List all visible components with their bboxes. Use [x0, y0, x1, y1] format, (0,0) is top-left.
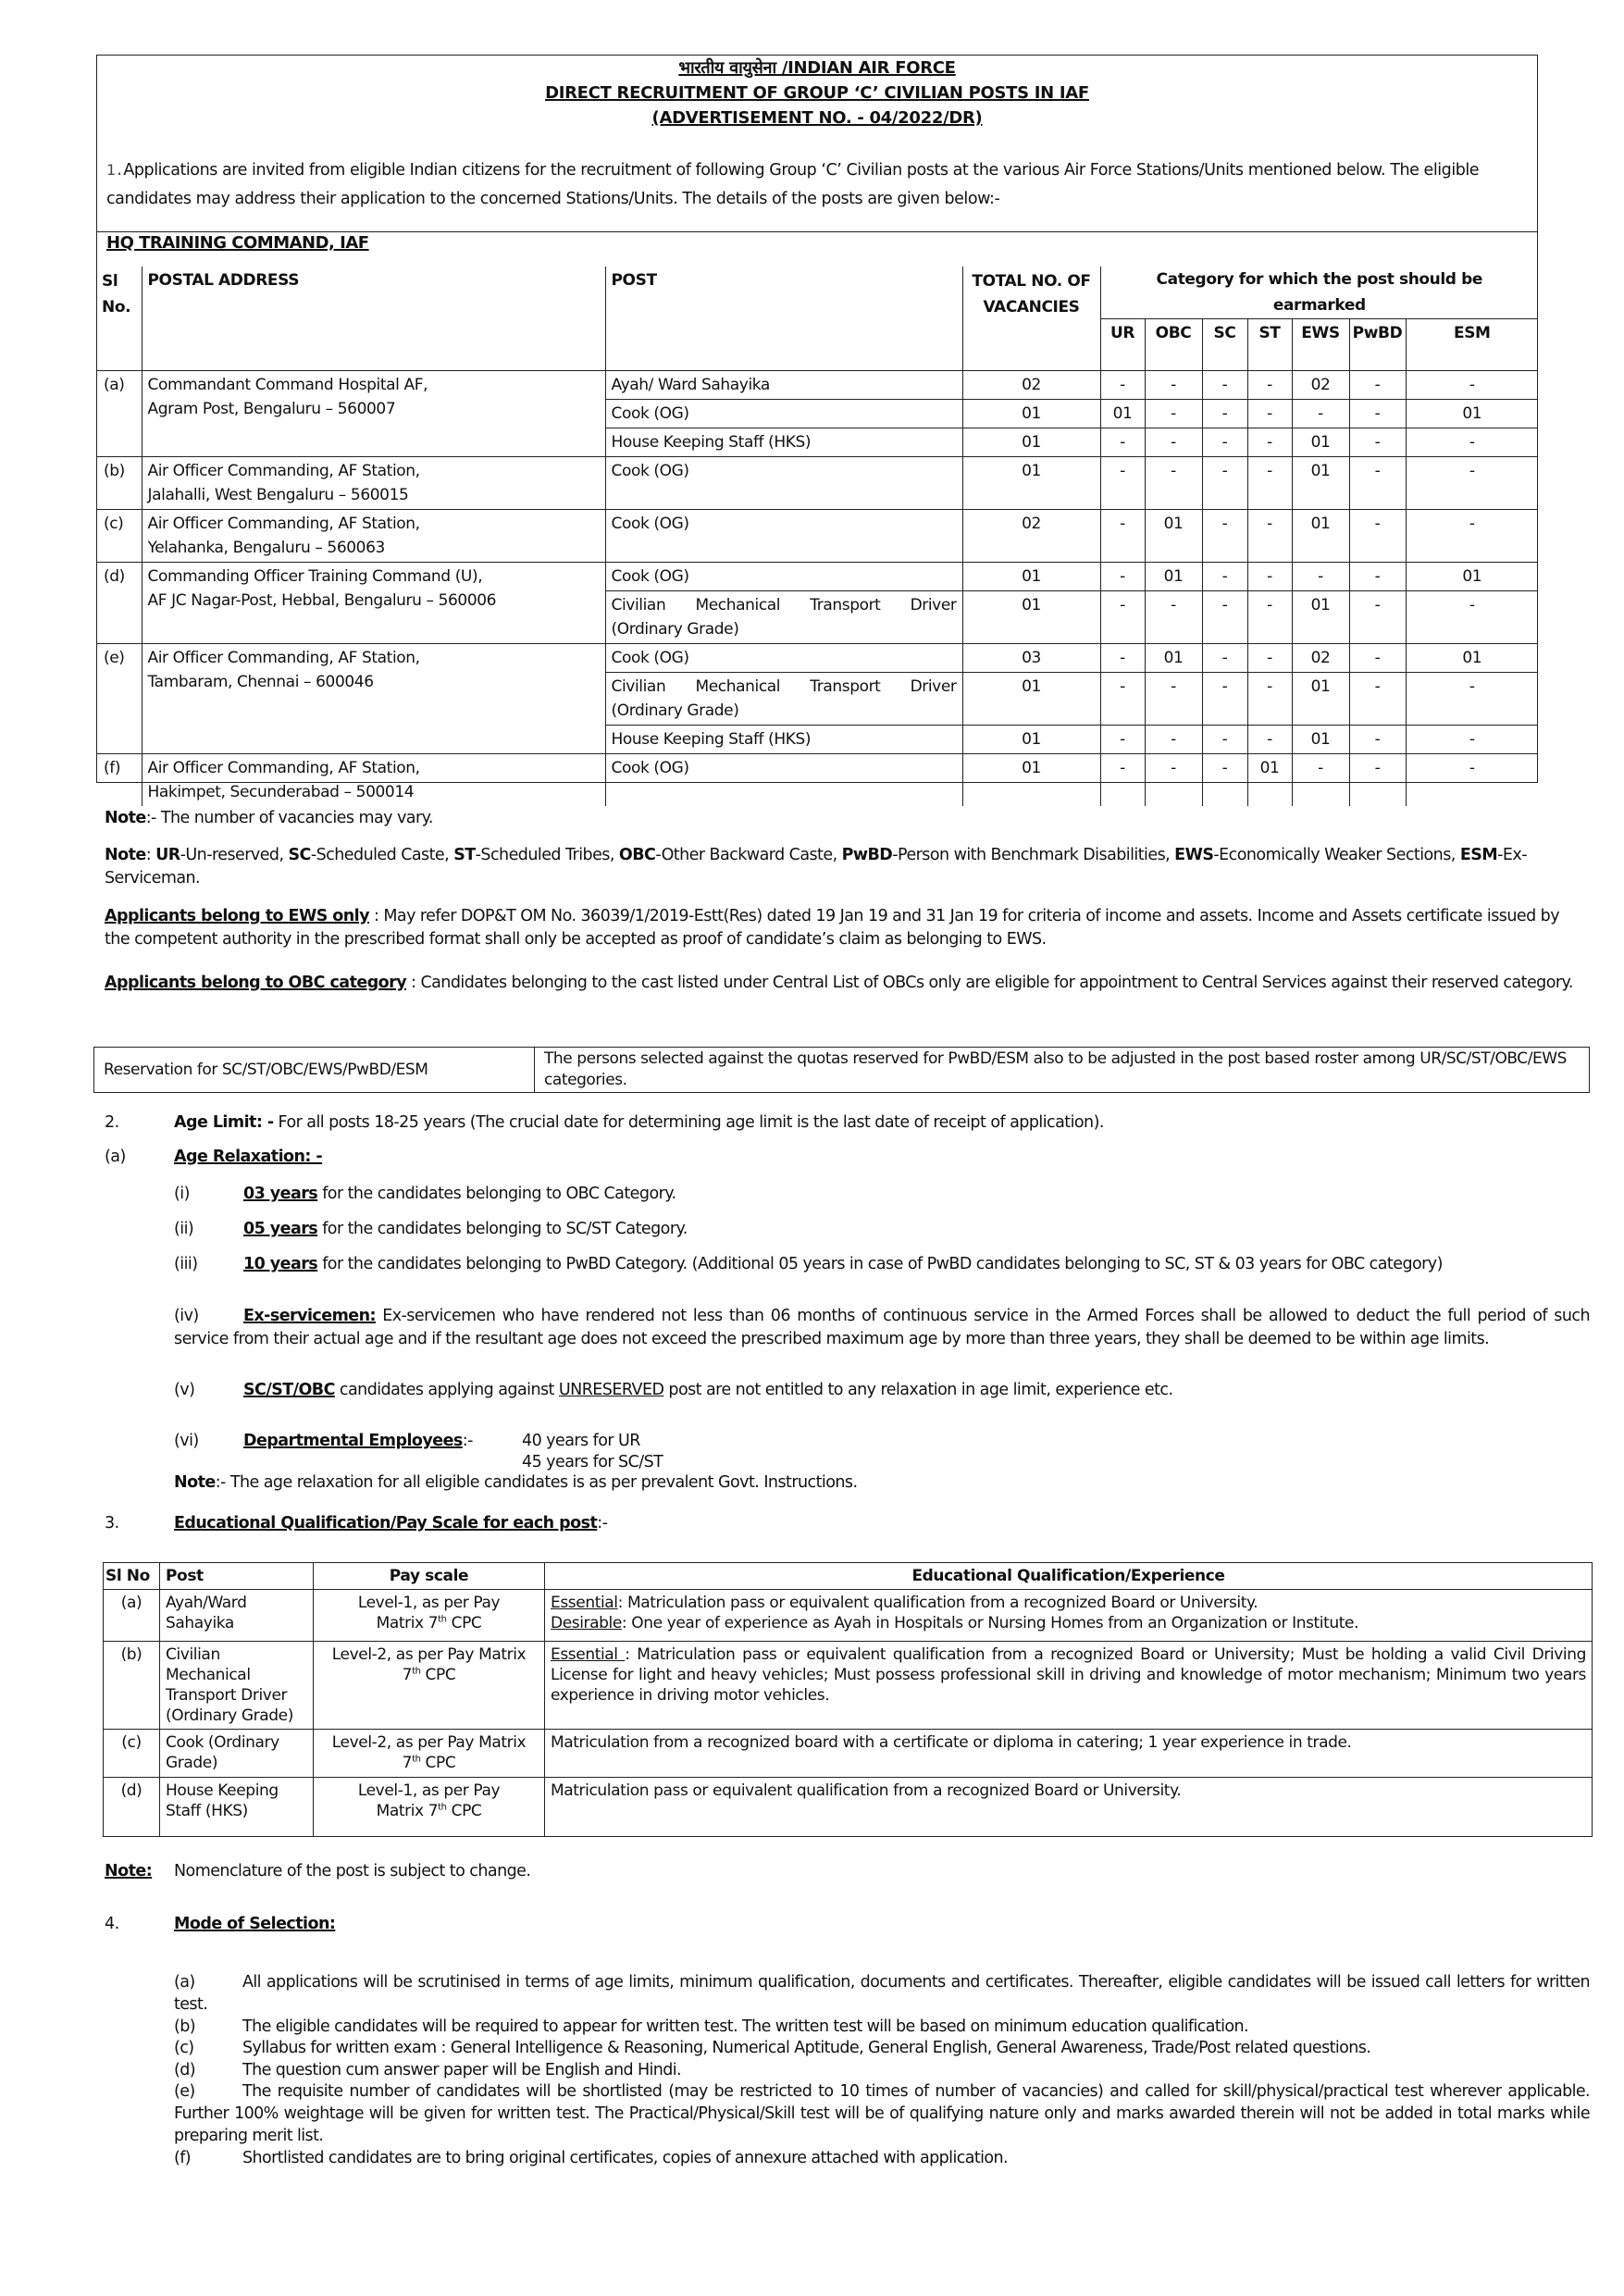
qual-sl-no: (c) — [104, 1730, 160, 1778]
item-text: All applications will be scrutinised in terms of age limits, minimum qualification, documents and certificates. Thereafter, eligible candidates will be issued call letters for written test. — [174, 1973, 1590, 2014]
age-relaxation-item — [174, 1253, 1590, 1276]
item-emphasis: 10 years — [243, 1255, 318, 1273]
category-ews-count: 01 — [1292, 510, 1349, 563]
address-line: Commandant Command Hospital AF, — [147, 376, 428, 394]
qual-pay-scale — [314, 1730, 545, 1778]
pay-cpc: CPC — [420, 1666, 456, 1684]
total-vacancies: 01 — [962, 673, 1100, 726]
pay-matrix: Matrix 7 — [376, 1614, 439, 1632]
category-pwbd-count: - — [1349, 457, 1406, 510]
item-emphasis: Ex-servicemen: — [243, 1307, 376, 1325]
item-number: (ii) — [174, 1220, 194, 1238]
age-relaxation-item — [174, 1379, 1590, 1402]
category-esm-count: - — [1406, 510, 1538, 563]
unit-sl-no: (b) — [96, 457, 142, 510]
category-ur-count: - — [1100, 510, 1145, 563]
item-number: (i) — [174, 1185, 190, 1203]
category-esm-count: - — [1406, 591, 1538, 644]
address-line: Air Officer Commanding, AF Station, — [147, 759, 420, 777]
category-obc-count: 01 — [1145, 644, 1202, 673]
category-st-count: - — [1247, 644, 1292, 673]
post-name: Ayah/ Ward Sahayika — [605, 371, 962, 400]
qual-pay-scale — [314, 1778, 545, 1837]
abbreviation: ESM — [1459, 846, 1498, 864]
category-st-count: 01 — [1247, 754, 1292, 807]
category-ur-count: - — [1100, 644, 1145, 673]
category-sc-count: - — [1202, 644, 1247, 673]
total-vacancies: 01 — [962, 563, 1100, 591]
category-obc-count: 01 — [1145, 510, 1202, 563]
qual-post: Cook (Ordinary Grade) — [160, 1730, 314, 1778]
item-text: Syllabus for written exam : General Intelligence & Reasoning, Numerical Aptitude, General English, General Awareness, Trade/Post related questions. — [242, 2039, 1371, 2057]
category-ur-count: - — [1100, 563, 1145, 591]
total-vacancies: 02 — [962, 371, 1100, 400]
item-text: post are not entitled to any relaxation in age limit, experience etc. — [663, 1381, 1173, 1399]
category-obc-count: - — [1145, 591, 1202, 644]
item-text: Shortlisted candidates are to bring original certificates, copies of annexure attached with application. — [242, 2149, 1008, 2167]
item-number: (c) — [174, 2039, 194, 2057]
category-esm-count: - — [1406, 673, 1538, 726]
post-name: Civilian Mechanical Transport Driver (Ordinary Grade) — [605, 673, 962, 726]
category-pwbd-count: - — [1349, 673, 1406, 726]
category-ews-count: 01 — [1292, 726, 1349, 754]
category-sc-count: - — [1202, 428, 1247, 457]
category-ews-count: 02 — [1292, 371, 1349, 400]
essential-text: : Matriculation pass or equivalent qualification from a recognized Board or University. — [617, 1594, 1258, 1612]
col-header-esm: ESM — [1406, 319, 1538, 371]
vacancy-row — [96, 563, 1538, 591]
qual-pay-scale — [314, 1590, 545, 1642]
item-text: The question cum answer paper will be English and Hindi. — [242, 2061, 682, 2079]
address-line: Air Officer Commanding, AF Station, — [147, 462, 420, 480]
total-vacancies: 01 — [962, 726, 1100, 754]
abbreviation: SC — [288, 846, 311, 864]
category-st-count: - — [1247, 428, 1292, 457]
category-st-count: - — [1247, 591, 1292, 644]
qualification-note-text: Nomenclature of the post is subject to change. — [174, 1862, 531, 1880]
abbreviation-meaning: -Economically Weaker Sections, — [1213, 846, 1460, 864]
address-line: Yelahanka, Bengaluru – 560063 — [147, 539, 385, 557]
abbreviation: ST — [453, 846, 476, 864]
category-pwbd-count: - — [1349, 591, 1406, 644]
qual-sl-no: (b) — [104, 1642, 160, 1730]
unit-postal-address — [142, 754, 605, 807]
category-sc-count: - — [1202, 726, 1247, 754]
category-sc-count: - — [1202, 754, 1247, 807]
section-age-number: 2. — [105, 1113, 119, 1132]
category-ur-count: - — [1100, 673, 1145, 726]
category-ur-count: - — [1100, 457, 1145, 510]
unit-postal-address — [142, 510, 605, 563]
intro-number: 1 — [106, 161, 116, 179]
col-header-sc: SC — [1202, 319, 1247, 371]
address-line: Commanding Officer Training Command (U), — [147, 567, 483, 586]
essential-text: : Matriculation pass or equivalent qualification from a recognized Board or University; Must be holding a valid Civil Driving License for light and heavy vehicles; Must possess professional skill in driving and knowledge of motor mechanism; Minimum two years experience in driving motor vehicles. — [551, 1645, 1586, 1705]
category-ur-count: - — [1100, 726, 1145, 754]
abbreviation: EWS — [1174, 846, 1214, 864]
category-st-count: - — [1247, 673, 1292, 726]
note-obc: Applicants belong to OBC category : Candidates belonging to the cast listed under Central List of OBCs only are eligible for appointment to Central Services against their reserved category. — [105, 974, 1573, 992]
section-qualification-heading: Educational Qualification/Pay Scale for each post:- — [174, 1514, 608, 1533]
category-pwbd-count: - — [1349, 428, 1406, 457]
qual-header-post: Post — [160, 1563, 314, 1590]
qual-header-edu: Educational Qualification/Experience — [545, 1563, 1593, 1590]
category-obc-count: 01 — [1145, 563, 1202, 591]
item-number: (v) — [174, 1381, 195, 1399]
qual-education — [545, 1590, 1593, 1642]
command-title: HQ TRAINING COMMAND, IAF — [106, 233, 369, 253]
section-age-limit: Age Limit: - For all posts 18-25 years (The crucial date for determining age limit is the last date of receipt of application). — [174, 1113, 1104, 1132]
category-ur-count: 01 — [1100, 400, 1145, 428]
advertisement-frame — [96, 55, 1538, 801]
abbreviation: PwBD — [841, 846, 893, 864]
category-sc-count: - — [1202, 591, 1247, 644]
category-obc-count: - — [1145, 754, 1202, 807]
col-header-ur: UR — [1100, 319, 1145, 371]
essential-text: Matriculation pass or equivalent qualification from a recognized Board or University. — [551, 1781, 1182, 1800]
pay-level: Level-2, as per Pay Matrix — [331, 1645, 527, 1664]
address-line: Tambaram, Chennai – 600046 — [147, 673, 374, 691]
item-text: for the candidates belonging to OBC Category. — [317, 1185, 676, 1203]
category-ews-count: - — [1292, 400, 1349, 428]
category-st-count: - — [1247, 371, 1292, 400]
unit-sl-no: (f) — [96, 754, 142, 807]
category-ews-count: 02 — [1292, 644, 1349, 673]
qual-post: Civilian Mechanical Transport Driver (Ordinary Grade) — [160, 1642, 314, 1730]
item-number: (b) — [174, 2017, 195, 2036]
qualification-note: Note: — [105, 1862, 153, 1880]
item-emphasis: SC/ST/OBC — [243, 1381, 335, 1399]
post-name: Civilian Mechanical Transport Driver (Ordinary Grade) — [605, 591, 962, 644]
category-obc-count: - — [1145, 428, 1202, 457]
total-vacancies: 01 — [962, 591, 1100, 644]
abbreviation: UR — [155, 846, 180, 864]
pay-ordinal: th — [438, 1802, 447, 1813]
post-name: House Keeping Staff (HKS) — [605, 428, 962, 457]
reservation-table — [93, 1047, 1590, 1093]
age-relaxation-item — [174, 1305, 1590, 1351]
pay-matrix: 7 — [402, 1666, 413, 1684]
col-header-ews: EWS — [1292, 319, 1349, 371]
item-number: (e) — [174, 2082, 195, 2101]
essential-text: Matriculation from a recognized board with a certificate or diploma in catering; 1 year experience in trade. — [551, 1733, 1352, 1752]
section-qualification-number: 3. — [105, 1514, 119, 1533]
category-pwbd-count: - — [1349, 644, 1406, 673]
category-st-count: - — [1247, 726, 1292, 754]
qualification-table — [103, 1562, 1593, 1837]
essential-label: Essential — [551, 1594, 618, 1612]
reservation-label: Reservation for SC/ST/OBC/EWS/PwBD/ESM — [94, 1048, 535, 1093]
item-emphasis: 03 years — [243, 1185, 318, 1203]
col-header-st: ST — [1247, 319, 1292, 371]
category-ews-count: 01 — [1292, 591, 1349, 644]
total-vacancies: 01 — [962, 428, 1100, 457]
selection-item — [174, 2147, 1590, 2169]
category-obc-count: - — [1145, 726, 1202, 754]
category-pwbd-count: - — [1349, 371, 1406, 400]
selection-item — [174, 2080, 1590, 2147]
vacancy-row — [96, 371, 1538, 400]
essential-label: Essential — [551, 1645, 626, 1664]
item-text: for the candidates belonging to PwBD Category. (Additional 05 years in case of PwBD candidates belonging to SC, ST & 03 years for OBC category) — [317, 1255, 1443, 1273]
pay-ordinal: th — [412, 1666, 421, 1677]
item-number: (a) — [174, 1973, 195, 1992]
category-sc-count: - — [1202, 510, 1247, 563]
category-sc-count: - — [1202, 563, 1247, 591]
pay-level: Level-1, as per Pay — [357, 1781, 501, 1800]
col-header-total-vacancies: TOTAL NO. OF VACANCIES — [962, 267, 1100, 371]
abbreviation-meaning: -Other Backward Caste, — [655, 846, 842, 864]
category-esm-count: - — [1406, 754, 1538, 807]
qual-sl-no: (a) — [104, 1590, 160, 1642]
category-pwbd-count: - — [1349, 726, 1406, 754]
pay-ordinal: th — [412, 1754, 421, 1765]
col-header-category-group: Category for which the post should be earmarked — [1100, 267, 1538, 319]
pay-cpc: CPC — [446, 1614, 482, 1632]
item-number: (iii) — [174, 1255, 198, 1273]
unit-sl-no: (c) — [96, 510, 142, 563]
total-vacancies: 01 — [962, 400, 1100, 428]
pay-level: Level-2, as per Pay Matrix — [331, 1733, 527, 1752]
item-text: for the candidates belonging to SC/ST Category. — [317, 1220, 688, 1238]
item-text: Ex-servicemen who have rendered not less than 06 months of continuous service in the Armed Forces shall be allowed to deduct the full period of such service from their actual age and if the resultant age does not exceed the prescribed maximum age by more than three years, they shall be deemed to be within age limits. — [174, 1307, 1590, 1348]
unit-postal-address — [142, 644, 605, 754]
pay-matrix: Matrix 7 — [376, 1802, 439, 1820]
category-ur-count: - — [1100, 371, 1145, 400]
vacancy-row — [96, 754, 1538, 807]
post-name: House Keeping Staff (HKS) — [605, 726, 962, 754]
qual-post: House Keeping Staff (HKS) — [160, 1778, 314, 1837]
category-ews-count: - — [1292, 754, 1349, 807]
title-recruitment: DIRECT RECRUITMENT OF GROUP ‘C’ CIVILIAN POSTS IN IAF — [545, 83, 1089, 103]
category-obc-count: - — [1145, 457, 1202, 510]
qual-header-sl: Sl No — [104, 1563, 160, 1590]
vacancy-table — [96, 267, 1538, 806]
vacancy-row — [96, 644, 1538, 673]
post-name: Cook (OG) — [605, 563, 962, 591]
category-ur-count: - — [1100, 754, 1145, 807]
address-line: Hakimpet, Secunderabad – 500014 — [147, 783, 415, 801]
category-pwbd-count: - — [1349, 510, 1406, 563]
qual-education — [545, 1730, 1593, 1778]
unit-sl-no: (e) — [96, 644, 142, 754]
address-line: Air Officer Commanding, AF Station, — [147, 649, 420, 667]
section-selection-heading: Mode of Selection: — [174, 1915, 336, 1933]
title-advertisement-no: (ADVERTISEMENT NO. - 04/2022/DR) — [651, 108, 983, 128]
category-sc-count: - — [1202, 371, 1247, 400]
category-esm-count: 01 — [1406, 644, 1538, 673]
qualification-row — [104, 1642, 1593, 1730]
qual-education — [545, 1778, 1593, 1837]
address-line: AF JC Nagar-Post, Hebbal, Bengaluru – 560006 — [147, 591, 497, 610]
address-line: Agram Post, Bengaluru – 560007 — [147, 400, 396, 418]
item-number: (f) — [174, 2149, 192, 2167]
category-esm-count: 01 — [1406, 563, 1538, 591]
abbreviation: OBC — [618, 846, 656, 864]
category-ews-count: 01 — [1292, 428, 1349, 457]
vacancy-row — [96, 510, 1538, 563]
intro-paragraph: 1.Applications are invited from eligible Indian citizens for the recruitment of following Group ‘C’ Civilian posts at the various Air Force Stations/Units mentioned below. The eligible candidates may address their application to the concerned Stations/Units. The details of the posts are given below:- — [106, 161, 1480, 208]
category-ur-count: - — [1100, 591, 1145, 644]
qualification-row — [104, 1590, 1593, 1642]
pay-ordinal: th — [438, 1614, 447, 1625]
post-name: Cook (OG) — [605, 400, 962, 428]
selection-item — [174, 2059, 1590, 2081]
unit-postal-address — [142, 457, 605, 510]
item-number: (iv) — [174, 1307, 199, 1325]
selection-item — [174, 1971, 1590, 2016]
note-ews: Applicants belong to EWS only : May refer DOP&T OM No. 36039/1/2019-Estt(Res) dated 19 Jan 19 and 31 Jan 19 for criteria of income and assets. Income and Assets certificate issued by the competent authority in the prescribed format shall only be accepted as proof of candidate’s claim as belonging to EWS. — [105, 907, 1560, 949]
qual-header-pay: Pay scale — [314, 1563, 545, 1590]
age-relaxation-number: (a) — [105, 1148, 126, 1166]
title-org: भारतीय वायुसेना /INDIAN AIR FORCE — [678, 58, 956, 78]
item-emphasis: 05 years — [243, 1220, 318, 1238]
qualification-row — [104, 1730, 1593, 1778]
category-st-count: - — [1247, 457, 1292, 510]
age-relaxation-heading: Age Relaxation: - — [174, 1148, 323, 1166]
dept-employees-ur: 40 years for UR — [522, 1432, 640, 1450]
category-esm-count: - — [1406, 726, 1538, 754]
section-selection-number: 4. — [105, 1915, 119, 1933]
age-relaxation-item — [174, 1183, 1590, 1206]
abbreviation-meaning: -Scheduled Caste, — [310, 846, 454, 864]
total-vacancies: 01 — [962, 457, 1100, 510]
note-vacancies: Note:- The number of vacancies may vary. — [105, 809, 433, 827]
pay-level: Level-1, as per Pay — [357, 1594, 501, 1612]
age-note: Note:- The age relaxation for all eligible candidates is as per prevalent Govt. Instructions. — [174, 1473, 858, 1492]
qual-pay-scale — [314, 1642, 545, 1730]
category-ur-count: - — [1100, 428, 1145, 457]
desirable-label: Desirable — [551, 1614, 622, 1632]
item-text: The requisite number of candidates will be shortlisted (may be restricted to 10 times of number of vacancies) and called for skill/physical/practical test wherever applicable. Further 100% weightage will be given for written test. The Practical/Physical/Skill test will be of qualifying nature only and marks awarded therein will not be added in total marks while preparing merit list. — [174, 2082, 1590, 2145]
vacancy-row — [96, 457, 1538, 510]
dept-employees-num: (vi) — [174, 1432, 199, 1450]
category-ews-count: 01 — [1292, 673, 1349, 726]
selection-item — [174, 2016, 1590, 2038]
col-header-postal-address: POSTAL ADDRESS — [142, 267, 605, 371]
col-header-post: POST — [605, 267, 962, 371]
item-number: (d) — [174, 2061, 195, 2079]
category-esm-count: - — [1406, 371, 1538, 400]
pay-matrix: 7 — [402, 1754, 413, 1772]
category-pwbd-count: - — [1349, 754, 1406, 807]
category-esm-count: 01 — [1406, 400, 1538, 428]
note-abbreviations: Note: UR-Un-reserved, SC-Scheduled Caste, ST-Scheduled Tribes, OBC-Other Backward Caste, PwBD-Person with Benchmark Disabilities, EWS-Economically Weaker Sections, ESM-Ex-Serviceman. — [105, 846, 1527, 887]
category-st-count: - — [1247, 563, 1292, 591]
category-st-count: - — [1247, 510, 1292, 563]
dept-employees-scst: 45 years for SC/ST — [522, 1453, 663, 1471]
address-line: Jalahalli, West Bengaluru – 560015 — [147, 486, 409, 504]
category-esm-count: - — [1406, 457, 1538, 510]
category-ews-count: - — [1292, 563, 1349, 591]
qualification-row — [104, 1778, 1593, 1837]
selection-item — [174, 2037, 1590, 2059]
unit-sl-no: (d) — [96, 563, 142, 644]
qual-education — [545, 1642, 1593, 1730]
post-name: Cook (OG) — [605, 457, 962, 510]
col-header-sl: Sl No. — [96, 267, 142, 371]
abbreviation-meaning: -Person with Benchmark Disabilities, — [892, 846, 1175, 864]
total-vacancies: 03 — [962, 644, 1100, 673]
intro-text: Applications are invited from eligible Indian citizens for the recruitment of following Group ‘C’ Civilian posts at the various Air Force Stations/Units mentioned below. The eligible candidates may address their application to the concerned Stations/Units. The details of the posts are given below:- — [106, 161, 1480, 208]
unit-postal-address — [142, 563, 605, 644]
pay-cpc: CPC — [420, 1754, 456, 1772]
item-underlined: UNRESERVED — [558, 1381, 664, 1399]
abbreviation-meaning: -Ex-Serviceman. — [105, 846, 1527, 887]
category-st-count: - — [1247, 400, 1292, 428]
item-text: The eligible candidates will be required to appear for written test. The written test will be based on minimum education qualification. — [242, 2017, 1248, 2036]
col-header-pwbd: PwBD — [1349, 319, 1406, 371]
total-vacancies: 01 — [962, 754, 1100, 807]
category-sc-count: - — [1202, 400, 1247, 428]
post-name: Cook (OG) — [605, 644, 962, 673]
unit-postal-address — [142, 371, 605, 457]
category-esm-count: - — [1406, 428, 1538, 457]
abbreviation-meaning: -Scheduled Tribes, — [475, 846, 619, 864]
address-line: Air Officer Commanding, AF Station, — [147, 515, 420, 533]
post-name: Cook (OG) — [605, 510, 962, 563]
category-obc-count: - — [1145, 371, 1202, 400]
pay-cpc: CPC — [446, 1802, 482, 1820]
age-relaxation-item — [174, 1218, 1590, 1241]
dept-employees-label: Departmental Employees:- — [243, 1432, 473, 1450]
total-vacancies: 02 — [962, 510, 1100, 563]
qual-post: Ayah/Ward Sahayika — [160, 1590, 314, 1642]
category-sc-count: - — [1202, 673, 1247, 726]
category-sc-count: - — [1202, 457, 1247, 510]
qual-sl-no: (d) — [104, 1778, 160, 1837]
post-name: Cook (OG) — [605, 754, 962, 807]
reservation-text: The persons selected against the quotas reserved for PwBD/ESM also to be adjusted in the post based roster among UR/SC/ST/OBC/EWS categories. — [535, 1048, 1590, 1093]
category-obc-count: - — [1145, 400, 1202, 428]
col-header-obc: OBC — [1145, 319, 1202, 371]
category-pwbd-count: - — [1349, 400, 1406, 428]
unit-sl-no: (a) — [96, 371, 142, 457]
abbreviation-meaning: -Un-reserved, — [180, 846, 289, 864]
desirable-text: : One year of experience as Ayah in Hospitals or Nursing Homes from an Organization or Institute. — [621, 1614, 1359, 1632]
category-ews-count: 01 — [1292, 457, 1349, 510]
item-text: candidates applying against — [334, 1381, 559, 1399]
category-obc-count: - — [1145, 673, 1202, 726]
category-pwbd-count: - — [1349, 563, 1406, 591]
